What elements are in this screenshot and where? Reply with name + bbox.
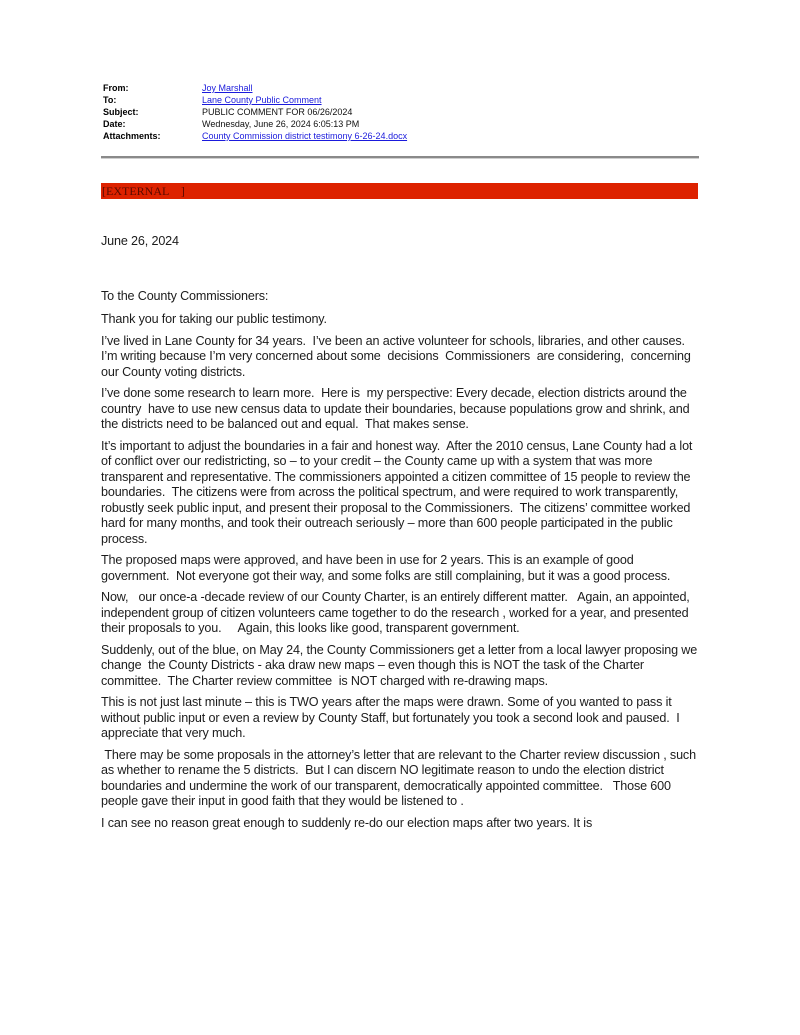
- letter-paragraph: Thank you for taking our public testimony.: [101, 312, 327, 326]
- external-warning-banner: [EXTERNAL ]: [101, 183, 698, 199]
- to-label: To:: [103, 95, 117, 105]
- date-value: Wednesday, June 26, 2024 6:05:13 PM: [202, 119, 360, 129]
- letter-salutation: To the County Commissioners:: [101, 288, 269, 303]
- letter-paragraph: I’ve lived in Lane County for 34 years. I’ve been an active volunteer for schools, libraries, and other causes. I’m writing because I’m very concerned about some decisions Commissioners are considering, concerning our County voting districts.: [101, 333, 695, 379]
- subject-label: Subject:: [103, 107, 139, 117]
- subject-value: PUBLIC COMMENT FOR 06/26/2024: [202, 107, 353, 117]
- from-row: [103, 82, 407, 94]
- from-label: From:: [103, 83, 129, 93]
- letter-paragraph: I’ve done some research to learn more. Here is my perspective: Every decade, election districts around the country have to use new census data to update their boundaries, because populations grow and shrink, and the districts need to be balanced out and equal. That makes sense.: [101, 386, 693, 431]
- letter-body: [101, 234, 701, 837]
- header-divider: [101, 156, 699, 159]
- to-row: [103, 94, 407, 106]
- letter-paragraph: Now, our once-a -decade review of our County Charter, is an entirely different matter. Again, an appointed, independent group of citizen volunteers came together to do the research , worked for a year, and presented their proposals to you. Again, this looks like good, transparent government.: [101, 590, 697, 635]
- date-row: [103, 118, 407, 130]
- letter-paragraph: There may be some proposals in the attorney’s letter that are relevant to the Charter review discussion , such as whether to rename the 5 districts. But I can discern NO legitimate reason to undo the election district boundaries and undermine the work of our transparent, democratically appointed committee. Those 600 people gave their input in good faith that they would be listened to .: [101, 747, 700, 808]
- date-label: Date:: [103, 119, 126, 129]
- letter-paragraph: The proposed maps were approved, and have been in use for 2 years. This is an example of good government. Not everyone got their way, and some folks are still complaining, but it was a good process.: [101, 553, 671, 583]
- attachments-row: [103, 130, 407, 142]
- letter-paragraph: It’s important to adjust the boundaries in a fair and honest way. After the 2010 census, Lane County had a lot of conflict over our redistricting, so – to your credit – the County came up with a system that was more transparent and representative. The commissioners appointed a citizen committee of 15 people to review the boundaries. The citizens were from across the political spectrum, and were required to work transparently, robustly seek public input, and present their proposal to the Commissioners. The citizens’ committee worked hard for many months, and took their outreach seriously – more than 600 people participated in the public process.: [101, 438, 696, 546]
- letter-paragraph: This is not just last minute – this is TWO years after the maps were drawn. Some of you wanted to pass it without public input or even a review by County Staff, but fortunately you took a second look and paused. I appreciate that very much.: [101, 695, 683, 740]
- attachment-link[interactable]: County Commission district testimony 6-26-24.docx: [202, 131, 408, 141]
- letter-date: June 26, 2024: [101, 234, 179, 248]
- from-link[interactable]: Joy Marshall: [202, 83, 253, 93]
- letter-paragraph: Suddenly, out of the blue, on May 24, the County Commissioners get a letter from a local lawyer proposing we change the County Districts - aka draw new maps – even though this is NOT the task of the Charter committee. The Charter review committee is NOT charged with re-drawing maps.: [101, 642, 701, 688]
- email-header: [103, 82, 407, 142]
- to-link[interactable]: Lane County Public Comment: [202, 95, 322, 105]
- letter-paragraph: I can see no reason great enough to suddenly re-do our election maps after two years. It is: [101, 815, 593, 830]
- attachments-label: Attachments:: [103, 131, 161, 141]
- subject-row: [103, 106, 407, 118]
